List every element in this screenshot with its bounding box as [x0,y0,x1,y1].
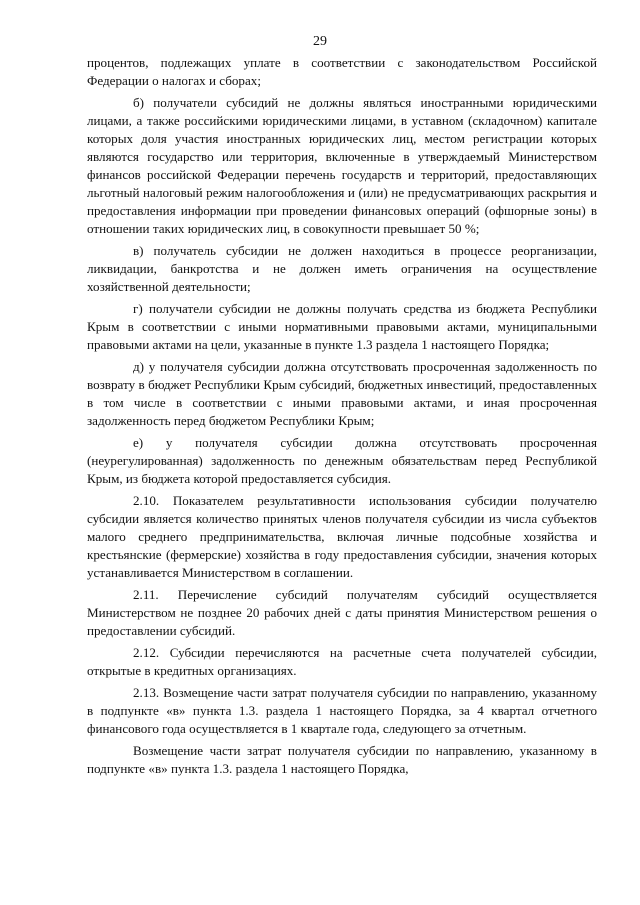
paragraph-item-e: е) у получателя субсидии должна отсутствовать просроченная (неурегулированная) задолженность по денежным обязательствам перед Республикой Крым, из бюджета которой предоставляется субсидия. [87,435,597,486]
paragraph-item-b: б) получатели субсидий не должны являться иностранными юридическими лицами, а также российскими юридическими лицами, в уставном (складочном) капитале которых доля участия иностранных юридических лиц, местом регистрации которых являются государство или территория, включенные в утверждаемый Министерством финансов российской Федерации перечень государств и территорий, предоставляющих льготный налоговый режим налогообложения и (или) не предусматривающих раскрытия и предоставления информации при проведении финансовых операций (офшорные зоны) в отношении таких юридических лиц, в совокупности превышает 50 %; [87,95,597,236]
paragraph-item-v: в) получатель субсидии не должен находиться в процессе реорганизации, ликвидации, банкротства и не должен иметь ограничения на осуществление хозяйственной деятельности; [87,243,597,294]
paragraph-2-11: 2.11. Перечисление субсидий получателям субсидий осуществляется Министерством не позднее 20 рабочих дней с даты принятия Министерством решения о предоставлении субсидий. [87,587,597,638]
paragraph-2-13: 2.13. Возмещение части затрат получателя субсидии по направлению, указанному в подпункте «в» пункта 1.3. раздела 1 настоящего Порядка, за 4 квартал отчетного финансового года осуществляется в 1 квартале года, следующего за отчетным. [87,685,597,736]
paragraph-2-12: 2.12. Субсидии перечисляются на расчетные счета получателей субсидии, открытые в кредитных организациях. [87,645,597,678]
document-body [87,54,597,782]
page-number: 29 [313,34,327,49]
paragraph-item-d: д) у получателя субсидии должна отсутствовать просроченная задолженность по возврату в бюджет Республики Крым субсидий, бюджетных инвестиций, предоставленных в том числе в соответствии с иными правовыми актами, и иная просроченная задолженность перед бюджетом Республики Крым; [87,359,597,428]
paragraph-continuation: процентов, подлежащих уплате в соответствии с законодательством Российской Федерации о налогах и сборах; [87,55,597,88]
paragraph-2-13-continued: Возмещение части затрат получателя субсидии по направлению, указанному в подпункте «в» пункта 1.3. раздела 1 настоящего Порядка, [87,743,597,776]
paragraph-item-g: г) получатели субсидии не должны получать средства из бюджета Республики Крым в соответствии с иными нормативными правовыми актами, муниципальными правовыми актами на цели, указанные в пункте 1.3 раздела 1 настоящего Порядка; [87,301,597,352]
paragraph-2-10: 2.10. Показателем результативности использования субсидии получателю субсидии является количество принятых членов получателя субсидии из числа субъектов малого среднего предпринимательства, включая личные подсобные хозяйства и крестьянские (фермерские) хозяйства в году предоставления субсидии, значения которых устанавливается Министерством в соглашении. [87,493,597,580]
